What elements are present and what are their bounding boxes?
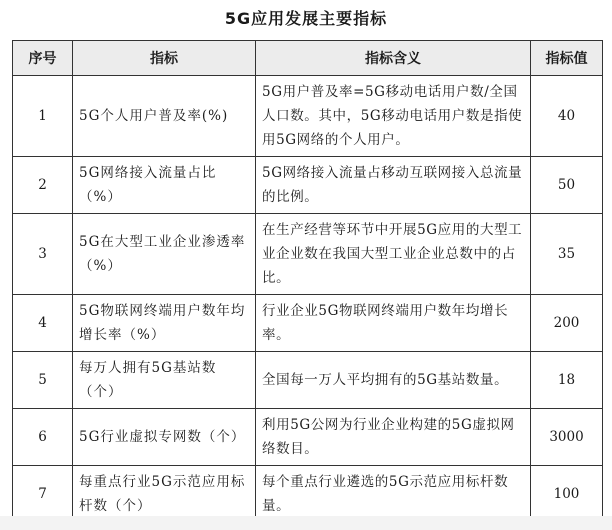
row-definition: 利用5G公网为行业企业构建的5G虚拟网络数目。 xyxy=(256,409,531,466)
row-value: 35 xyxy=(531,214,603,295)
row-value: 40 xyxy=(531,76,603,157)
row-indicator: 5G物联网终端用户数年均增长率（%） xyxy=(73,295,256,352)
table-row xyxy=(13,466,603,523)
table-row xyxy=(13,214,603,295)
table-row xyxy=(13,352,603,409)
row-indicator: 5G网络接入流量占比（%） xyxy=(73,157,256,214)
row-number: 2 xyxy=(13,157,73,214)
table-row xyxy=(13,295,603,352)
row-value: 18 xyxy=(531,352,603,409)
table-row xyxy=(13,157,603,214)
row-number: 4 xyxy=(13,295,73,352)
row-value: 3000 xyxy=(531,409,603,466)
row-indicator: 每万人拥有5G基站数（个） xyxy=(73,352,256,409)
row-indicator: 5G行业虚拟专网数（个） xyxy=(73,409,256,466)
row-definition: 每个重点行业遴选的5G示范应用标杆数量。 xyxy=(256,466,531,523)
row-indicator: 5G在大型工业企业渗透率（%） xyxy=(73,214,256,295)
row-number: 6 xyxy=(13,409,73,466)
indicator-table xyxy=(12,40,603,523)
row-value: 50 xyxy=(531,157,603,214)
row-number: 1 xyxy=(13,76,73,157)
row-definition: 5G网络接入流量占移动互联网接入总流量的比例。 xyxy=(256,157,531,214)
table-row xyxy=(13,76,603,157)
row-value: 100 xyxy=(531,466,603,523)
header-definition: 指标含义 xyxy=(256,41,531,76)
row-indicator: 5G个人用户普及率(%) xyxy=(73,76,256,157)
header-value: 指标值 xyxy=(531,41,603,76)
row-indicator: 每重点行业5G示范应用标杆数（个） xyxy=(73,466,256,523)
row-definition: 全国每一万人平均拥有的5G基站数量。 xyxy=(256,352,531,409)
row-definition: 在生产经营等环节中开展5G应用的大型工业企业数在我国大型工业企业总数中的占比。 xyxy=(256,214,531,295)
row-definition: 5G用户普及率=5G移动电话用户数/全国人口数。其中，5G移动电话用户数是指使用5G网络的个人用户。 xyxy=(256,76,531,157)
row-number: 3 xyxy=(13,214,73,295)
table-row xyxy=(13,409,603,466)
header-no: 序号 xyxy=(13,41,73,76)
header-indicator: 指标 xyxy=(73,41,256,76)
table-header-row xyxy=(13,41,603,76)
row-definition: 行业企业5G物联网终端用户数年均增长率。 xyxy=(256,295,531,352)
row-number: 7 xyxy=(13,466,73,523)
page-title: 5G应用发展主要指标 xyxy=(224,9,388,28)
row-value: 200 xyxy=(531,295,603,352)
page-bottom-edge xyxy=(0,516,612,530)
row-number: 5 xyxy=(13,352,73,409)
